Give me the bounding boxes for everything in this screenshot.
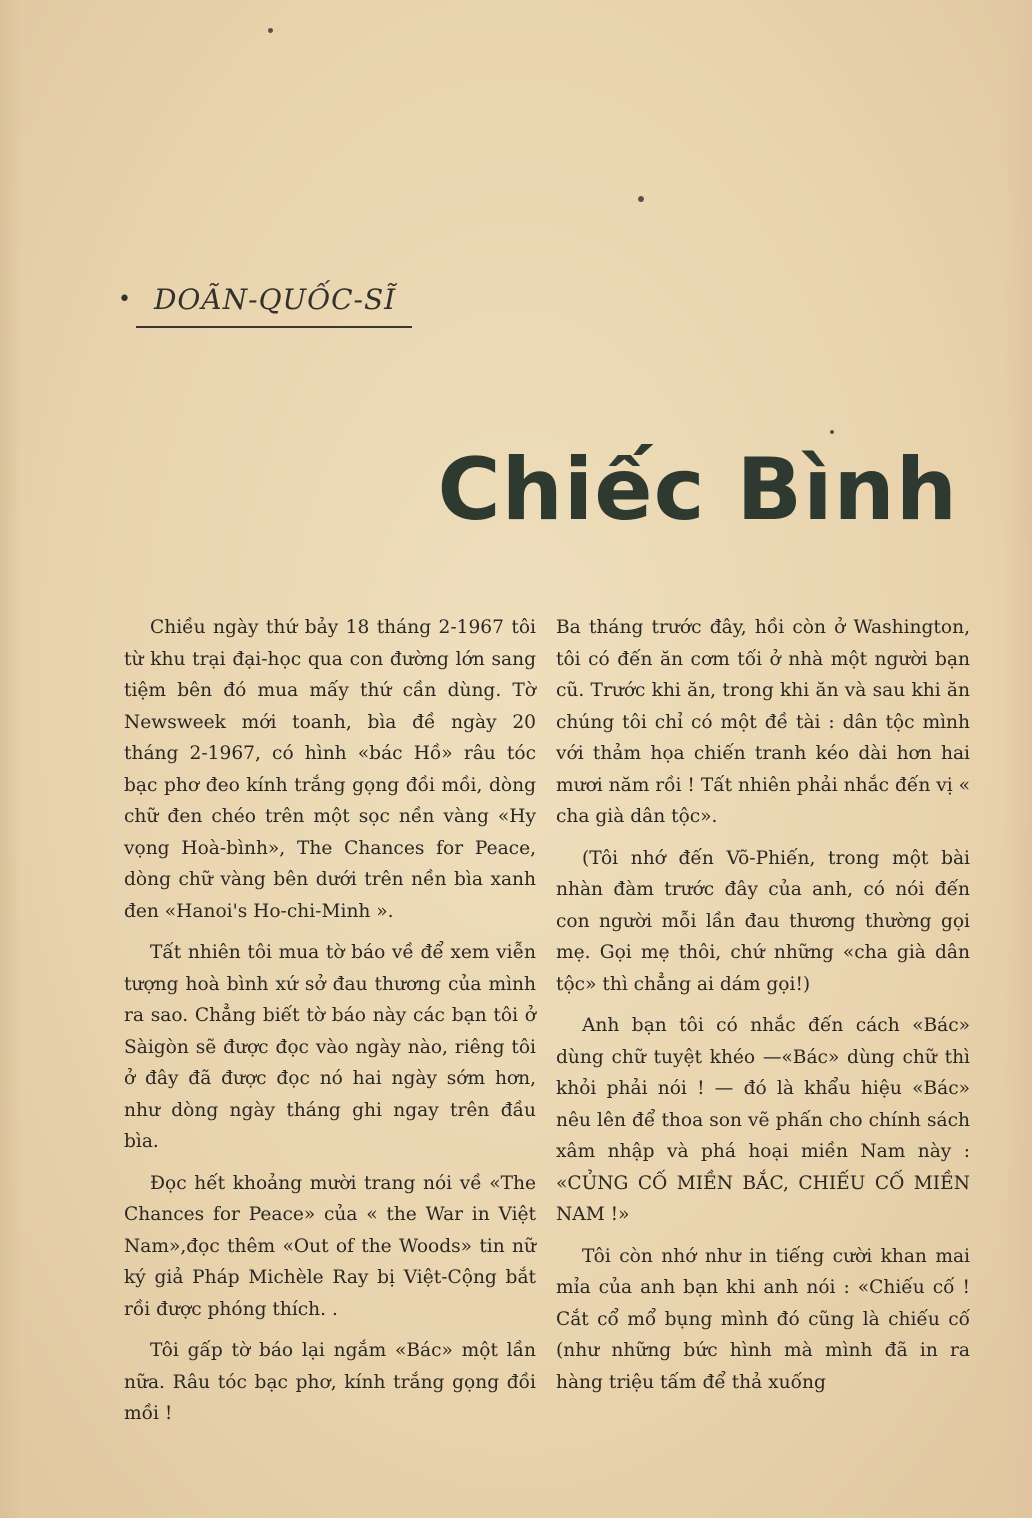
paragraph: (Tôi nhớ đến Võ-Phiến, trong một bài nhàn đàm trước đây của anh, có nói đến con người mỗi lần đau thương thường gọi mẹ. Gọi mẹ thôi, chứ những «cha già dân tộc» thì chẳng ai dám gọi!) bbox=[556, 847, 970, 995]
paragraph: Tất nhiên tôi mua tờ báo về để xem viễn tượng hoà bình xứ sở đau thương của mình ra sao. Chẳng biết tờ báo này các bạn tôi ở Sàigòn sẽ được đọc vào ngày nào, riêng tôi ở đây đã được đọc nó hai ngày sớm hơn, như dòng ngày tháng ghi ngay trên đầu bìa. bbox=[124, 942, 536, 1152]
paragraph: Đọc hết khoảng mười trang nói về «The Chances for Peace» của « the War in Việt Nam»,đọc thêm «Out of the Woods» tin nữ ký giả Pháp Michèle Ray bị Việt-Cộng bắt rồi được phóng thích. . bbox=[124, 1172, 536, 1320]
right-column bbox=[556, 612, 970, 1408]
author-underline bbox=[136, 326, 412, 328]
paragraph: Chiều ngày thứ bảy 18 tháng 2-1967 tôi từ khu trại đại-học qua con đường lớn sang tiệm bên đó mua mấy thứ cần dùng. Tờ Newsweek mới toanh, bìa đề ngày 20 tháng 2-1967, có hình «bác Hồ» râu tóc bạc phơ đeo kính trắng gọng đồi mồi, dòng chữ đen chéo trên một sọc nền vàng «Hy vọng Hoà-bình», The Chances for Peace, dòng chữ vàng bên dưới trên nền bìa xanh đen «Hanoi's Ho-chi-Minh ». bbox=[124, 617, 536, 922]
bullet-icon: • bbox=[118, 287, 132, 312]
paper-speck bbox=[638, 196, 644, 202]
paragraph: Anh bạn tôi có nhắc đến cách «Bác» dùng chữ tuyệt khéo —«Bác» dùng chữ thì khỏi phải nói ! — đó là khẩu hiệu «Bác» nêu lên để thoa son vẽ phấn cho chính sách xâm nhập và phá hoại miền Nam này : «CỦNG CỐ MIỀN BẮC, CHIẾU CỐ MIỀN NAM !» bbox=[556, 1015, 970, 1225]
page-edge-right bbox=[1002, 0, 1032, 1518]
paragraph: Tôi còn nhớ như in tiếng cười khan mai mỉa của anh bạn khi anh nói : «Chiếu cố ! Cắt cổ mổ bụng mình đó cũng là chiếu cố (như những bức hình mà mình đã in ra hàng triệu tấm để thả xuống bbox=[556, 1245, 970, 1393]
paper-speck bbox=[830, 430, 834, 434]
author-name: DOÃN-QUỐC-SĨ bbox=[153, 283, 397, 316]
article-title: Chiếc Bình bbox=[437, 440, 958, 540]
left-column bbox=[124, 612, 536, 1440]
paragraph: Ba tháng trước đây, hồi còn ở Washington, tôi có đến ăn cơm tối ở nhà một người bạn cũ. Trước khi ăn, trong khi ăn và sau khi ăn chúng tôi chỉ có một đề tài : dân tộc mình với thảm họa chiến tranh kéo dài hơn hai mươi năm rồi ! Tất nhiên phải nhắc đến vị « cha già dân tộc». bbox=[556, 617, 970, 827]
paragraph: Tôi gấp tờ báo lại ngắm «Bác» một lần nữa. Râu tóc bạc phơ, kính trắng gọng đồi mồi ! bbox=[124, 1340, 536, 1424]
author-byline bbox=[118, 283, 396, 316]
page-edge-left bbox=[0, 0, 22, 1518]
paper-speck bbox=[268, 28, 273, 33]
